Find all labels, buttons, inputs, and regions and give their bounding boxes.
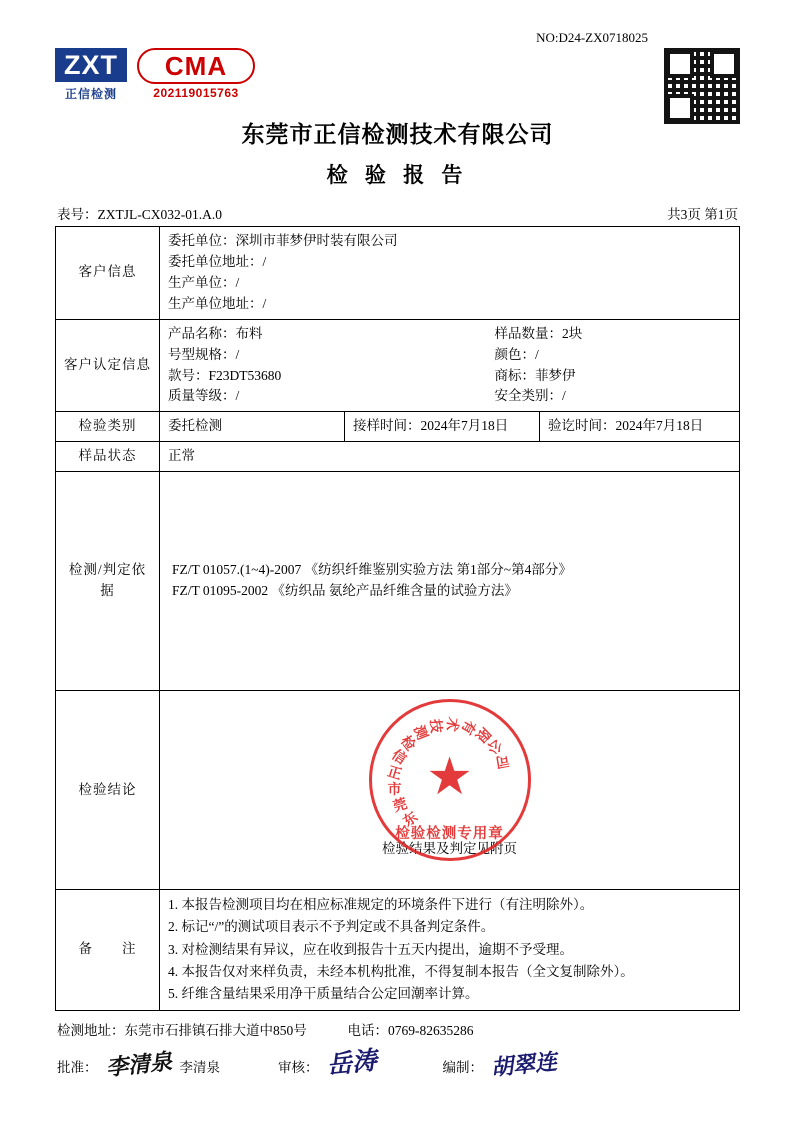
report-table bbox=[55, 226, 740, 1011]
footer-contact bbox=[55, 1019, 740, 1039]
approve-signature: 李清泉 bbox=[104, 1048, 173, 1080]
form-number: 表号：ZXTJL-CX032-01.A.0 bbox=[57, 207, 222, 222]
review-signature: 岳涛 bbox=[325, 1047, 378, 1080]
inspection-type-value: 委托检测 bbox=[160, 412, 345, 442]
table-row-inspection-type bbox=[56, 412, 740, 442]
seal-star-icon: ★ bbox=[426, 749, 473, 807]
confirm-row-3 bbox=[168, 366, 731, 387]
footer-address: 检测地址：东莞市石排镇石排大道中850号 bbox=[57, 1022, 307, 1038]
approve-group bbox=[57, 1048, 221, 1080]
table-row-remark bbox=[56, 890, 740, 1010]
confirm-row-2 bbox=[168, 345, 731, 366]
confirm-row-4 bbox=[168, 386, 731, 407]
sample-quantity: 样品数量：2块 bbox=[494, 325, 583, 341]
confirm-info-label: 客户认定信息 bbox=[56, 319, 160, 412]
color: 颜色：/ bbox=[494, 346, 539, 362]
confirm-info-value bbox=[160, 319, 740, 412]
compile-label: 编制： bbox=[442, 1059, 484, 1075]
trademark: 商标：菲梦伊 bbox=[494, 367, 576, 383]
table-row-conclusion bbox=[56, 691, 740, 890]
cma-logo-text: CMA bbox=[164, 51, 228, 81]
confirm-row-1 bbox=[168, 324, 731, 345]
customer-info-label: 客户信息 bbox=[56, 227, 160, 320]
page-title: 检 验 报 告 bbox=[326, 163, 469, 187]
report-number: NO:D24-ZX0718025 bbox=[536, 30, 648, 45]
conclusion-label: 检验结论 bbox=[56, 691, 160, 890]
approve-label: 批准： bbox=[57, 1059, 98, 1075]
cma-logo-badge bbox=[137, 48, 255, 84]
remark-item-5: 5. 纤维含量结果采用净干质量结合公定回潮率计算。 bbox=[168, 986, 479, 1002]
customer-info-line-1: 委托单位：深圳市菲梦伊时装有限公司 bbox=[168, 233, 398, 248]
review-group bbox=[278, 1047, 385, 1080]
logo-group bbox=[55, 48, 255, 102]
signature-row bbox=[55, 1047, 740, 1080]
model-spec: 号型规格：/ bbox=[168, 346, 240, 362]
footer-phone: 电话：0769-82635286 bbox=[347, 1022, 474, 1038]
company-title: 东莞市正信检测技术有限公司 bbox=[241, 122, 554, 147]
customer-info-line-2: 委托单位地址：/ bbox=[168, 253, 267, 269]
zxt-logo-text: ZXT bbox=[55, 48, 127, 82]
cma-logo bbox=[137, 48, 255, 100]
sample-state-value: 正常 bbox=[160, 442, 740, 472]
remark-item-1: 1. 本报告检测项目均在相应标准规定的环境条件下进行（有注明除外）。 bbox=[168, 897, 594, 913]
product-name: 产品名称：布料 bbox=[168, 325, 263, 341]
customer-info-line-4: 生产单位地址：/ bbox=[168, 295, 267, 311]
basis-value bbox=[160, 472, 740, 691]
basis-line-1: FZ/T 01057.(1~4)-2007 《纺织纤维鉴别实验方法 第1部分~第4部分》 bbox=[172, 562, 572, 578]
page-number: 共3页 第1页 bbox=[667, 207, 738, 222]
conclusion-value bbox=[160, 691, 740, 890]
form-meta-row bbox=[55, 203, 740, 223]
compile-group bbox=[442, 1048, 566, 1080]
remark-item-4: 4. 本报告仅对来样负责，未经本机构批准，不得复制本报告（全文复制除外）。 bbox=[168, 964, 634, 980]
review-label: 审核： bbox=[278, 1059, 319, 1075]
table-row-sample-state bbox=[56, 442, 740, 472]
zxt-logo-subtitle: 正信检测 bbox=[64, 87, 117, 101]
zxt-logo bbox=[55, 48, 127, 102]
quality-grade: 质量等级：/ bbox=[168, 388, 240, 404]
compile-signature: 胡翠连 bbox=[489, 1048, 559, 1080]
conclusion-text: 检验结果及判定见附页 bbox=[382, 840, 517, 856]
basis-label: 检测/判定依据 bbox=[56, 472, 160, 691]
table-row-basis bbox=[56, 472, 740, 691]
report-header bbox=[55, 0, 740, 110]
basis-line-2: FZ/T 01095-2002 《纺织品 氨纶产品纤维含量的试验方法》 bbox=[172, 583, 518, 599]
inspection-type-label: 检验类别 bbox=[56, 412, 160, 442]
cma-certificate-number: 202119015763 bbox=[153, 86, 239, 100]
official-seal-icon bbox=[369, 699, 531, 861]
table-row-customer-info bbox=[56, 227, 740, 320]
seal-arc-text: 东 莞 市 正 信 检 测 技 术 有 限 公 司 bbox=[384, 715, 511, 831]
safety-category: 安全类别：/ bbox=[494, 388, 566, 404]
seal-bottom-text: 检验检测专用章 bbox=[395, 825, 504, 842]
inspect-time: 验讫时间：2024年7月18日 bbox=[540, 412, 740, 442]
qr-code-icon bbox=[664, 48, 740, 124]
approve-name: 李清泉 bbox=[179, 1059, 221, 1075]
sample-state-label: 样品状态 bbox=[56, 442, 160, 472]
remark-label: 备 注 bbox=[56, 890, 160, 1010]
receive-time: 接样时间：2024年7月18日 bbox=[345, 412, 540, 442]
remark-item-2: 2. 标记“/”的测试项目表示不予判定或不具备判定条件。 bbox=[168, 919, 495, 935]
style-number: 款号：F23DT53680 bbox=[168, 367, 282, 383]
customer-info-line-3: 生产单位：/ bbox=[168, 274, 240, 290]
customer-info-value bbox=[160, 227, 740, 320]
remark-item-3: 3. 对检测结果有异议，应在收到报告十五天内提出，逾期不予受理。 bbox=[168, 941, 573, 957]
table-row-confirm-info bbox=[56, 319, 740, 412]
remark-value bbox=[160, 890, 740, 1010]
